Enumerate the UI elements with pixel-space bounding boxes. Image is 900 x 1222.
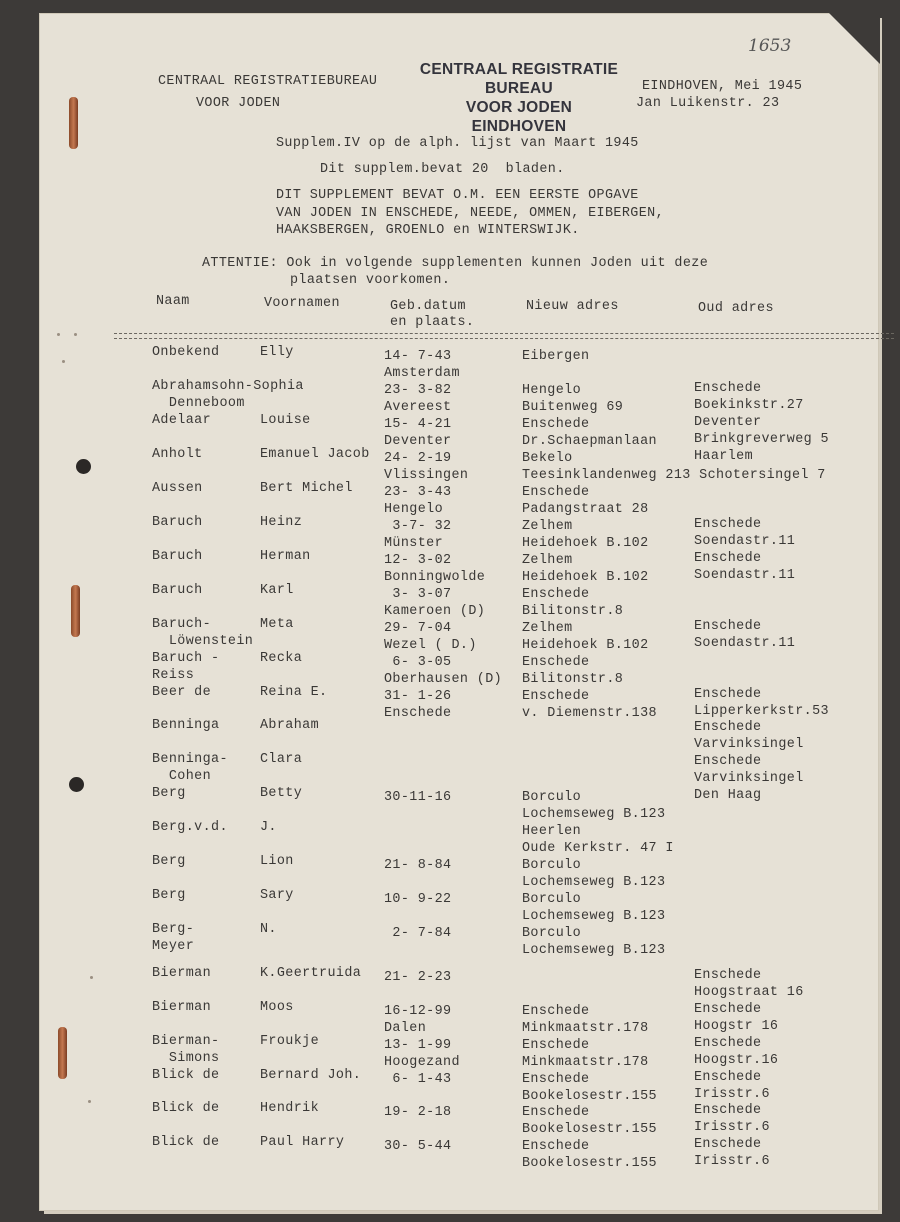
row-old-address: Enschede xyxy=(694,381,762,396)
row-old-address: Enschede xyxy=(694,1036,762,1051)
row-new-address: Bilitonstr.8 xyxy=(522,672,624,687)
row-surname: Berg- xyxy=(152,922,195,937)
row-new-address: Minkmaatstr.178 xyxy=(522,1055,649,1070)
row-new-address: Bookelosestr.155 xyxy=(522,1089,657,1104)
row-old-address: Enschede xyxy=(694,619,762,634)
row-surname: Denneboom xyxy=(152,396,245,411)
registration-stamp xyxy=(394,60,644,136)
row-first-names: N. xyxy=(260,922,277,937)
row-new-address: Lochemseweg B.123 xyxy=(522,943,666,958)
row-birth: 21- 2-23 xyxy=(384,970,452,985)
row-first-names: Louise xyxy=(260,413,311,428)
row-birth: Münster xyxy=(384,536,444,551)
row-new-address: Buitenweg 69 xyxy=(522,400,624,415)
row-first-names: Paul Harry xyxy=(260,1135,345,1150)
paper-speck xyxy=(88,1100,91,1103)
row-new-address: Enschede xyxy=(522,1004,590,1019)
paper-speck xyxy=(90,976,93,979)
row-new-address: Borculo xyxy=(522,790,582,805)
row-new-address: Oude Kerkstr. 47 I xyxy=(522,841,674,856)
row-birth: 6- 3-05 xyxy=(384,655,452,670)
row-old-address: Enschede xyxy=(694,517,762,532)
row-old-address: Soendastr.11 xyxy=(694,636,796,651)
row-old-address: Irisstr.6 xyxy=(694,1154,770,1169)
row-surname: Blick de xyxy=(152,1135,220,1150)
paper-speck xyxy=(62,360,65,363)
row-old-address: Hoogstr 16 xyxy=(694,1019,779,1034)
row-surname: Bierman xyxy=(152,966,212,981)
row-new-address: Bookelosestr.155 xyxy=(522,1122,657,1137)
row-birth: 3- 3-07 xyxy=(384,587,452,602)
punch-hole xyxy=(69,777,84,792)
row-surname: Baruch - xyxy=(152,651,220,666)
row-old-address: Soendastr.11 xyxy=(694,568,796,583)
sender-line-2: VOOR JODEN xyxy=(196,96,281,111)
row-birth: Hengelo xyxy=(384,502,444,517)
row-new-address: Bookelosestr.155 xyxy=(522,1156,657,1171)
row-old-address: Brinkgreverweg 5 xyxy=(694,432,829,447)
row-old-address: Soendastr.11 xyxy=(694,534,796,549)
clipped-corner xyxy=(828,12,880,64)
supplement-title: Supplem.IV op de alph. lijst van Maart 1945 xyxy=(276,136,639,151)
row-surname: Cohen xyxy=(152,769,212,784)
row-new-address: Enschede xyxy=(522,485,590,500)
office-address: Jan Luikenstr. 23 xyxy=(636,96,780,111)
row-birth: 30-11-16 xyxy=(384,790,452,805)
row-birth: 6- 1-43 xyxy=(384,1072,452,1087)
row-birth: 3-7- 32 xyxy=(384,519,452,534)
row-birth: Kameroen (D) xyxy=(384,604,486,619)
row-first-names: Herman xyxy=(260,549,311,564)
row-first-names: Recka xyxy=(260,651,303,666)
sheet-count: Dit supplem.bevat 20 bladen. xyxy=(320,162,565,177)
row-new-address: Hengelo xyxy=(522,383,582,398)
row-first-names: Abraham xyxy=(260,718,320,733)
attention-line-1: ATTENTIE: Ook in volgende supplementen kunnen Joden uit deze xyxy=(202,256,709,271)
attention-line-2: plaatsen voorkomen. xyxy=(290,273,451,288)
row-first-names: Betty xyxy=(260,786,303,801)
row-birth: Amsterdam xyxy=(384,366,460,381)
row-old-address: Enschede xyxy=(694,968,762,983)
column-header-birth-place: en plaats. xyxy=(390,315,475,330)
row-old-address: Haarlem xyxy=(694,449,754,464)
row-new-address: Enschede xyxy=(522,1072,590,1087)
row-new-address: Eibergen xyxy=(522,349,590,364)
row-surname: Bierman xyxy=(152,1000,212,1015)
row-new-address: Enschede xyxy=(522,1139,590,1154)
row-new-address: Zelhem xyxy=(522,553,573,568)
stamp-line-1: CENTRAAL REGISTRATIE BUREAU xyxy=(419,61,619,97)
row-first-names: Lion xyxy=(260,854,294,869)
row-surname: Onbekend xyxy=(152,345,220,360)
row-old-address: Enschede xyxy=(694,1103,762,1118)
row-birth: 23- 3-82 xyxy=(384,383,452,398)
row-birth: 16-12-99 xyxy=(384,1004,452,1019)
row-old-address: Enschede xyxy=(694,754,762,769)
row-new-address: Enschede xyxy=(522,1105,590,1120)
row-old-address: Hoogstraat 16 xyxy=(694,985,804,1000)
row-new-address: Borculo xyxy=(522,892,582,907)
row-new-address: Lochemseweg B.123 xyxy=(522,875,666,890)
row-surname: Benninga- xyxy=(152,752,228,767)
row-new-address: Enschede xyxy=(522,655,590,670)
row-surname: Abrahamsohn-Sophia xyxy=(152,379,304,394)
row-first-names: Bert Michel xyxy=(260,481,353,496)
row-birth: Hoogezand xyxy=(384,1055,460,1070)
place-date: EINDHOVEN, Mei 1945 xyxy=(642,79,803,94)
staple xyxy=(71,585,80,637)
row-first-names: Meta xyxy=(260,617,294,632)
row-birth: 24- 2-19 xyxy=(384,451,452,466)
stamp-line-3: EINDHOVEN xyxy=(471,118,567,135)
row-old-address: Irisstr.6 xyxy=(694,1120,770,1135)
row-new-address: Enschede xyxy=(522,689,590,704)
row-new-address: Zelhem xyxy=(522,621,573,636)
column-header-name: Naam xyxy=(156,294,190,309)
row-birth: 12- 3-02 xyxy=(384,553,452,568)
row-new-address: Borculo xyxy=(522,858,582,873)
row-new-address: Lochemseweg B.123 xyxy=(522,807,666,822)
row-first-names: Heinz xyxy=(260,515,303,530)
row-new-address: Zelhem xyxy=(522,519,573,534)
row-first-names: Karl xyxy=(260,583,294,598)
row-surname: Blick de xyxy=(152,1068,220,1083)
row-old-address: Enschede xyxy=(694,687,762,702)
column-header-old-address: Oud adres xyxy=(698,301,774,316)
row-birth: 19- 2-18 xyxy=(384,1105,452,1120)
row-new-address: Enschede xyxy=(522,417,590,432)
row-new-address: Dr.Schaepmanlaan xyxy=(522,434,657,449)
row-old-address: Varvinksingel xyxy=(694,737,804,752)
row-first-names: Sary xyxy=(260,888,294,903)
row-surname: Anholt xyxy=(152,447,203,462)
row-new-address: Enschede xyxy=(522,1038,590,1053)
row-old-address: Boekinkstr.27 xyxy=(694,398,804,413)
row-new-address: Heerlen xyxy=(522,824,582,839)
row-surname: Bierman- xyxy=(152,1034,220,1049)
stamp-line-2: VOOR JODEN xyxy=(465,99,573,116)
row-new-address: Heidehoek B.102 xyxy=(522,570,649,585)
row-birth: Oberhausen (D) xyxy=(384,672,503,687)
row-first-names: Reina E. xyxy=(260,685,328,700)
row-new-address: Minkmaatstr.178 xyxy=(522,1021,649,1036)
row-first-names: K.Geertruida xyxy=(260,966,362,981)
row-new-address: Bekelo xyxy=(522,451,573,466)
row-first-names: Moos xyxy=(260,1000,294,1015)
row-first-names: Clara xyxy=(260,752,303,767)
row-surname: Reiss xyxy=(152,668,195,683)
row-birth: 21- 8-84 xyxy=(384,858,452,873)
sender-line-1: CENTRAAL REGISTRATIEBUREAU xyxy=(158,74,378,89)
row-old-address: Deventer xyxy=(694,415,762,430)
row-surname: Baruch xyxy=(152,583,203,598)
row-old-address: Irisstr.6 xyxy=(694,1087,770,1102)
row-first-names: J. xyxy=(260,820,277,835)
note-line-3: HAAKSBERGEN, GROENLO en WINTERSWIJK. xyxy=(276,223,580,238)
row-surname: Meyer xyxy=(152,939,195,954)
row-surname: Berg xyxy=(152,854,186,869)
row-surname: Benninga xyxy=(152,718,220,733)
punch-hole xyxy=(76,459,91,474)
page-number-annotation: 1653 xyxy=(748,36,792,56)
note-line-2: VAN JODEN IN ENSCHEDE, NEEDE, OMMEN, EIBERGEN, xyxy=(276,206,665,221)
row-birth: Bonningwolde xyxy=(384,570,486,585)
row-birth: 15- 4-21 xyxy=(384,417,452,432)
row-birth: 14- 7-43 xyxy=(384,349,452,364)
row-birth: 10- 9-22 xyxy=(384,892,452,907)
row-surname: Löwenstein xyxy=(152,634,254,649)
row-first-names: Bernard Joh. xyxy=(260,1068,362,1083)
row-old-address: Enschede xyxy=(694,720,762,735)
row-old-address: Varvinksingel xyxy=(694,771,804,786)
row-old-address: Den Haag xyxy=(694,788,762,803)
row-surname: Blick de xyxy=(152,1101,220,1116)
row-new-address: Padangstraat 28 xyxy=(522,502,649,517)
row-old-address: Lipperkerkstr.53 xyxy=(694,704,829,719)
row-surname: Baruch- xyxy=(152,617,212,632)
row-old-address: Hoogstr.16 xyxy=(694,1053,779,1068)
staple xyxy=(69,97,78,149)
header-divider xyxy=(114,333,894,339)
column-header-first-names: Voornamen xyxy=(264,296,340,311)
row-new-address: Enschede xyxy=(522,587,590,602)
row-surname: Beer de xyxy=(152,685,212,700)
row-old-address: Enschede xyxy=(694,551,762,566)
row-old-address: Enschede xyxy=(694,1002,762,1017)
row-birth: Wezel ( D.) xyxy=(384,638,477,653)
row-first-names: Froukje xyxy=(260,1034,320,1049)
row-surname: Aussen xyxy=(152,481,203,496)
row-birth: Avereest xyxy=(384,400,452,415)
paper-speck xyxy=(57,333,60,336)
row-birth: 13- 1-99 xyxy=(384,1038,452,1053)
staple xyxy=(58,1027,67,1079)
column-header-birth: Geb.datum xyxy=(390,299,466,314)
row-new-address: v. Diemenstr.138 xyxy=(522,706,657,721)
row-birth: 29- 7-04 xyxy=(384,621,452,636)
row-first-names: Elly xyxy=(260,345,294,360)
row-birth: 2- 7-84 xyxy=(384,926,452,941)
column-header-new-address: Nieuw adres xyxy=(526,299,619,314)
row-new-address: Lochemseweg B.123 xyxy=(522,909,666,924)
row-first-names: Emanuel Jacob xyxy=(260,447,370,462)
row-surname: Berg.v.d. xyxy=(152,820,228,835)
row-birth: Vlissingen xyxy=(384,468,469,483)
row-birth: Enschede xyxy=(384,706,452,721)
row-new-address: Borculo xyxy=(522,926,582,941)
row-new-address: Heidehoek B.102 xyxy=(522,536,649,551)
paper-speck xyxy=(74,333,77,336)
row-surname: Simons xyxy=(152,1051,220,1066)
note-line-1: DIT SUPPLEMENT BEVAT O.M. EEN EERSTE OPGAVE xyxy=(276,188,639,203)
row-surname: Baruch xyxy=(152,549,203,564)
row-surname: Adelaar xyxy=(152,413,212,428)
row-surname: Baruch xyxy=(152,515,203,530)
row-old-address: Enschede xyxy=(694,1137,762,1152)
row-new-address: Heidehoek B.102 xyxy=(522,638,649,653)
row-birth: 30- 5-44 xyxy=(384,1139,452,1154)
row-new-address: Teesinklandenweg 213 Schotersingel 7 xyxy=(522,468,826,483)
row-birth: Dalen xyxy=(384,1021,427,1036)
row-surname: Berg xyxy=(152,888,186,903)
row-old-address: Enschede xyxy=(694,1070,762,1085)
row-new-address: Bilitonstr.8 xyxy=(522,604,624,619)
row-first-names: Hendrik xyxy=(260,1101,320,1116)
row-birth: Deventer xyxy=(384,434,452,449)
row-birth: 23- 3-43 xyxy=(384,485,452,500)
row-birth: 31- 1-26 xyxy=(384,689,452,704)
row-surname: Berg xyxy=(152,786,186,801)
